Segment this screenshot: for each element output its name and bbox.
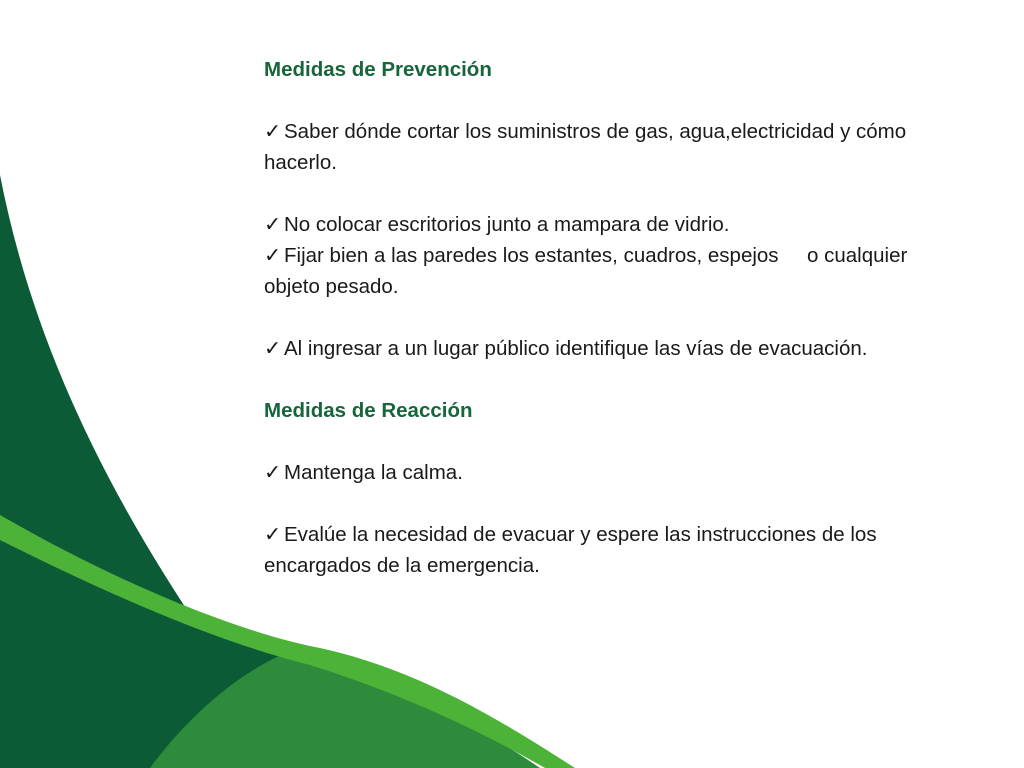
check-icon: ✓ [264,461,282,484]
check-icon: ✓ [264,337,282,360]
check-icon: ✓ [264,213,282,236]
slide-text [264,54,944,581]
list-item: ✓ Mantenga la calma. [264,457,944,488]
check-icon: ✓ [264,120,282,143]
check-icon: ✓ [264,244,282,267]
list-item: ✓ No colocar escritorios junto a mampara de vidrio. [264,209,944,240]
list-item: ✓ Saber dónde cortar los suministros de gas, agua,electricidad y cómo hacerlo. [264,116,944,178]
list-item: ✓ Evalúe la necesidad de evacuar y espere las instrucciones de los encargados de la emergencia. [264,519,944,581]
list-item: ✓ Al ingresar a un lugar público identifique las vías de evacuación. [264,333,944,364]
list-item: ✓ Fijar bien a las paredes los estantes, cuadros, espejos o cualquier objeto pesado. [264,240,944,302]
reaction-heading: Medidas de Reacción [264,399,473,422]
prevention-heading: Medidas de Prevención [264,58,492,81]
check-icon: ✓ [264,523,282,546]
